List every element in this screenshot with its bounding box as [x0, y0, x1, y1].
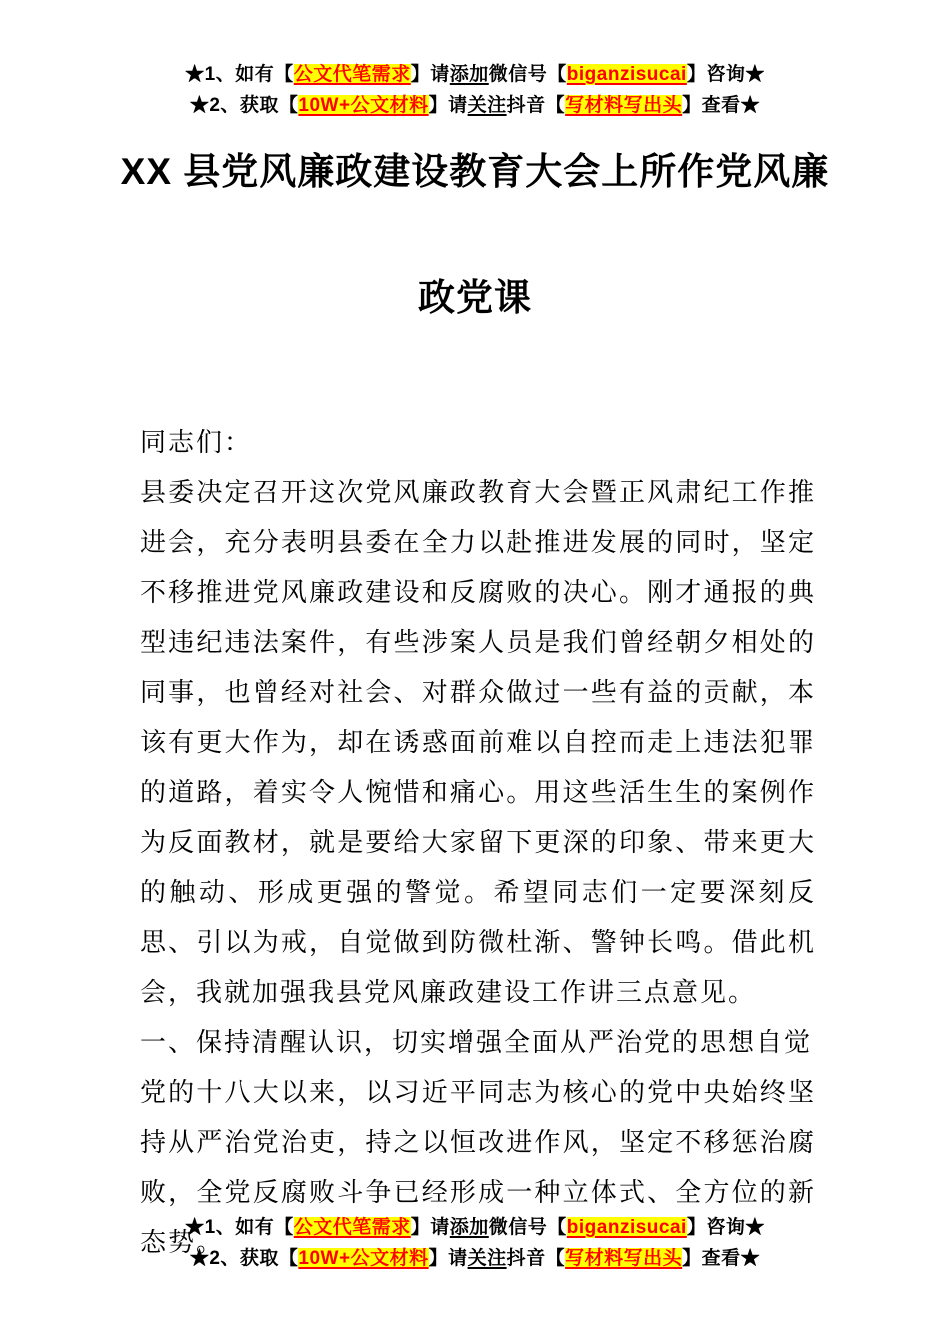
notice-text: 微信号【 — [488, 64, 567, 85]
document-title — [0, 151, 950, 319]
promo-highlight-service: 公文代笔需求 — [293, 64, 411, 85]
douyin-account: 写材料写出头 — [565, 1248, 683, 1269]
paragraph-1: 县委决定召开这次党风廉政教育大会暨正风肃纪工作推进会，充分表明县委在全力以赴推进发展的同时，坚定不移推进党风廉政建设和反腐败的决心。刚才通报的典型违纪违法案件，有些涉案人员是我们曾经朝夕相处的同事，也曾经对社会、对群众做过一些有益的贡献，本该有更大作为，却在诱惑面前难以自控而走上违法犯罪的道路，着实令人惋惜和痛心。用这些活生生的案例作为反面教材，就是要给大家留下更深的印象、带来更大的触动、形成更强的警觉。希望同志们一定要深刻反思、引以为戒，自觉做到防微杜渐、警钟长鸣。借此机会，我就加强我县党风廉政建设工作讲三点意见。 — [140, 477, 816, 1007]
douyin-account: 写材料写出头 — [565, 95, 683, 116]
notice-underline-add: 添加 — [449, 1217, 489, 1238]
notice-underline-add: 添加 — [449, 64, 489, 85]
notice-text: 】咨询★ — [686, 1217, 765, 1238]
salutation: 同志们： — [140, 427, 253, 457]
notice-text: ★2、获取【 — [189, 95, 299, 116]
paragraph-2: 党的十八大以来，以习近平同志为核心的党中央始终坚持从严治党治吏，持之以恒改进作风，坚定不移惩治腐败，全党反腐败斗争已经形成一种立体式、全方位的新态势。 — [140, 1077, 816, 1257]
promo-notice-line-2 — [0, 1243, 950, 1274]
notice-text: 】咨询★ — [686, 64, 765, 85]
promo-notice-header — [0, 0, 950, 121]
notice-text: 】请 — [410, 1217, 450, 1238]
notice-underline-follow: 关注 — [467, 1248, 507, 1269]
notice-text: 抖音【 — [506, 95, 566, 116]
promo-notice-line-2 — [0, 90, 950, 121]
promo-highlight-materials: 10W+公文材料 — [298, 1248, 429, 1269]
notice-text: ★2、获取【 — [189, 1248, 299, 1269]
notice-text: 】请 — [410, 64, 450, 85]
promo-notice-line-1 — [0, 59, 950, 90]
wechat-id: biganzisucai — [566, 1217, 687, 1238]
document-body — [140, 417, 816, 1267]
promo-notice-line-1 — [0, 1212, 950, 1243]
notice-text: ★1、如有【 — [185, 1217, 294, 1238]
notice-underline-follow: 关注 — [467, 95, 507, 116]
notice-text: 】请 — [428, 95, 468, 116]
document-title-line-1: XX 县党风廉政建设教育大会上所作党风廉 — [120, 151, 830, 192]
promo-highlight-service: 公文代笔需求 — [293, 1217, 411, 1238]
wechat-id: biganzisucai — [566, 64, 687, 85]
promo-notice-footer — [0, 1212, 950, 1274]
notice-text: 微信号【 — [488, 1217, 567, 1238]
notice-text: 】请 — [428, 1248, 468, 1269]
section-heading-1: 一、保持清醒认识，切实增强全面从严治党的思想自觉 — [140, 1027, 813, 1057]
notice-text: ★1、如有【 — [185, 64, 294, 85]
notice-text: 】查看★ — [682, 95, 761, 116]
promo-highlight-materials: 10W+公文材料 — [298, 95, 429, 116]
notice-text: 抖音【 — [506, 1248, 566, 1269]
document-title-line-2: 政党课 — [418, 277, 532, 318]
notice-text: 】查看★ — [682, 1248, 761, 1269]
